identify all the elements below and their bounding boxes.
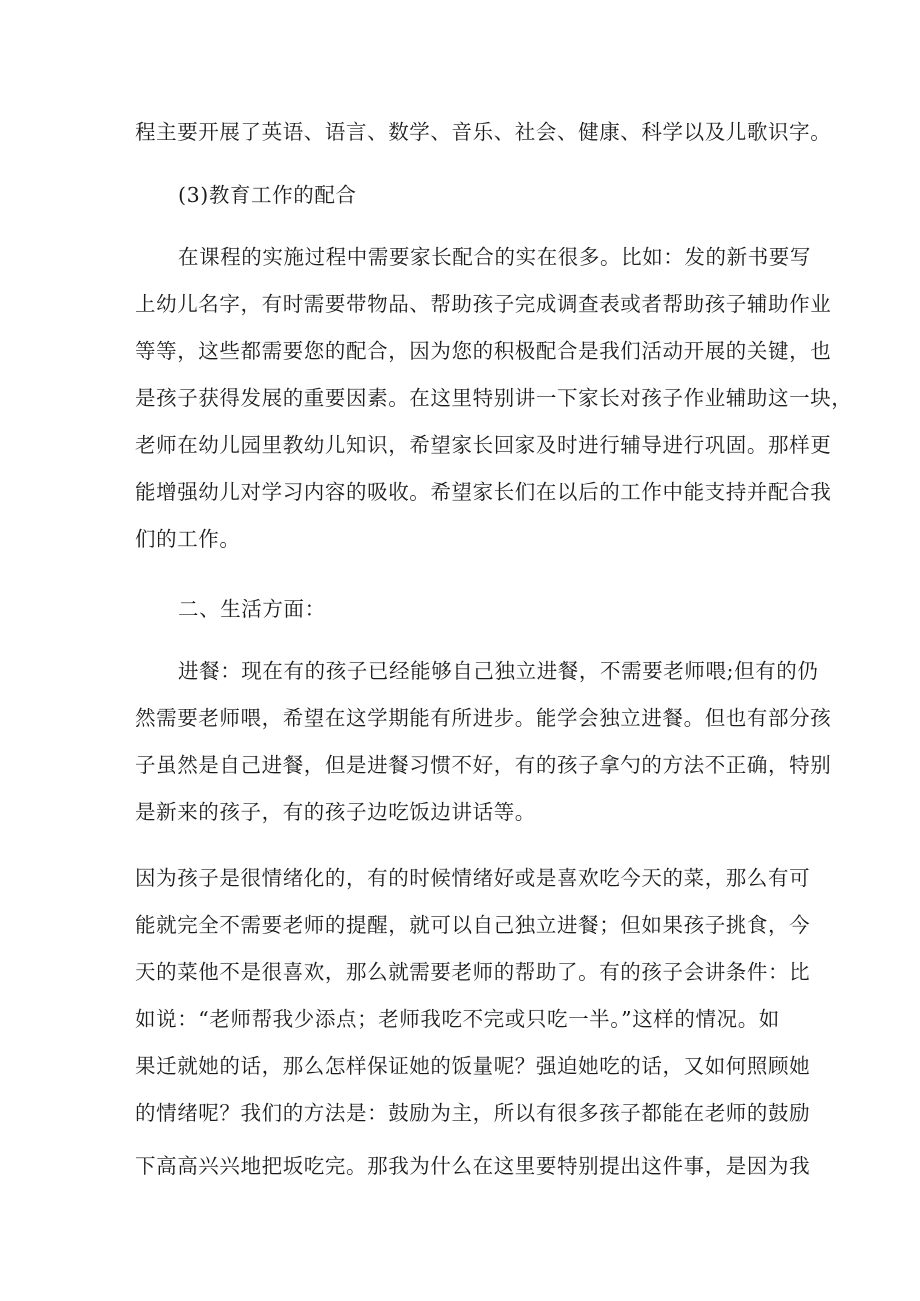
- text-line: 们的工作。: [135, 527, 241, 551]
- text-line: 老师在幼儿园里教幼儿知识，希望家长回家及时进行辅导进行巩固。那样更: [135, 433, 832, 457]
- text-line: 是新来的孩子，有的孩子边吃饭边讲话等。: [135, 800, 536, 824]
- text-line: 的情绪呢？我们的方法是：鼓励为主，所以有很多孩子都能在老师的鼓励: [135, 1101, 811, 1125]
- text-line: 如说：“老师帮我少添点；老师我吃不完或只吃一半。”这样的情况。如: [135, 1007, 780, 1031]
- text-line: 上幼儿名字，有时需要带物品、帮助孩子完成调查表或者帮助孩子辅助作业: [135, 292, 832, 316]
- text-line: 能增强幼儿对学习内容的吸收。希望家长们在以后的工作中能支持并配合我: [135, 480, 832, 504]
- text-line: 天的菜他不是很喜欢，那么就需要老师的帮助了。有的孩子会讲条件：比: [135, 960, 811, 984]
- text-line: 进餐：现在有的孩子已经能够自己独立进餐，不需要老师喂;但有的仍: [178, 659, 819, 683]
- text-line: 因为孩子是很情绪化的，有的时候情绪好或是喜欢吃今天的菜，那么有可: [135, 866, 811, 890]
- text-line: 能就完全不需要老师的提醒，就可以自己独立进餐；但如果孩子挑食，今: [135, 913, 811, 937]
- section-heading: (3)教育工作的配合: [178, 183, 357, 207]
- text-line: 在课程的实施过程中需要家长配合的实在很多。比如：发的新书要写: [178, 245, 811, 269]
- text-line: 是孩子获得发展的重要因素。在这里特别讲一下家长对孩子作业辅助这一块，: [135, 386, 853, 410]
- text-line: 等等，这些都需要您的配合，因为您的积极配合是我们活动开展的关键，也: [135, 339, 832, 363]
- text-line: 果迁就她的话，那么怎样保证她的饭量呢？强迫她吃的话，又如何照顾她: [135, 1054, 811, 1078]
- text-line: 子虽然是自己进餐，但是进餐习惯不好，有的孩子拿勺的方法不正确，特别: [135, 753, 832, 777]
- text-line: 然需要老师喂，希望在这学期能有所进步。能学会独立进餐。但也有部分孩: [135, 706, 832, 730]
- text-line: 程主要开展了英语、语言、数学、音乐、社会、健康、科学以及儿歌识字。: [135, 120, 832, 144]
- section-heading: 二、生活方面：: [178, 597, 326, 621]
- text-line: 下高高兴兴地把坂吃完。那我为什么在这里要特别提出这件事，是因为我: [135, 1154, 811, 1178]
